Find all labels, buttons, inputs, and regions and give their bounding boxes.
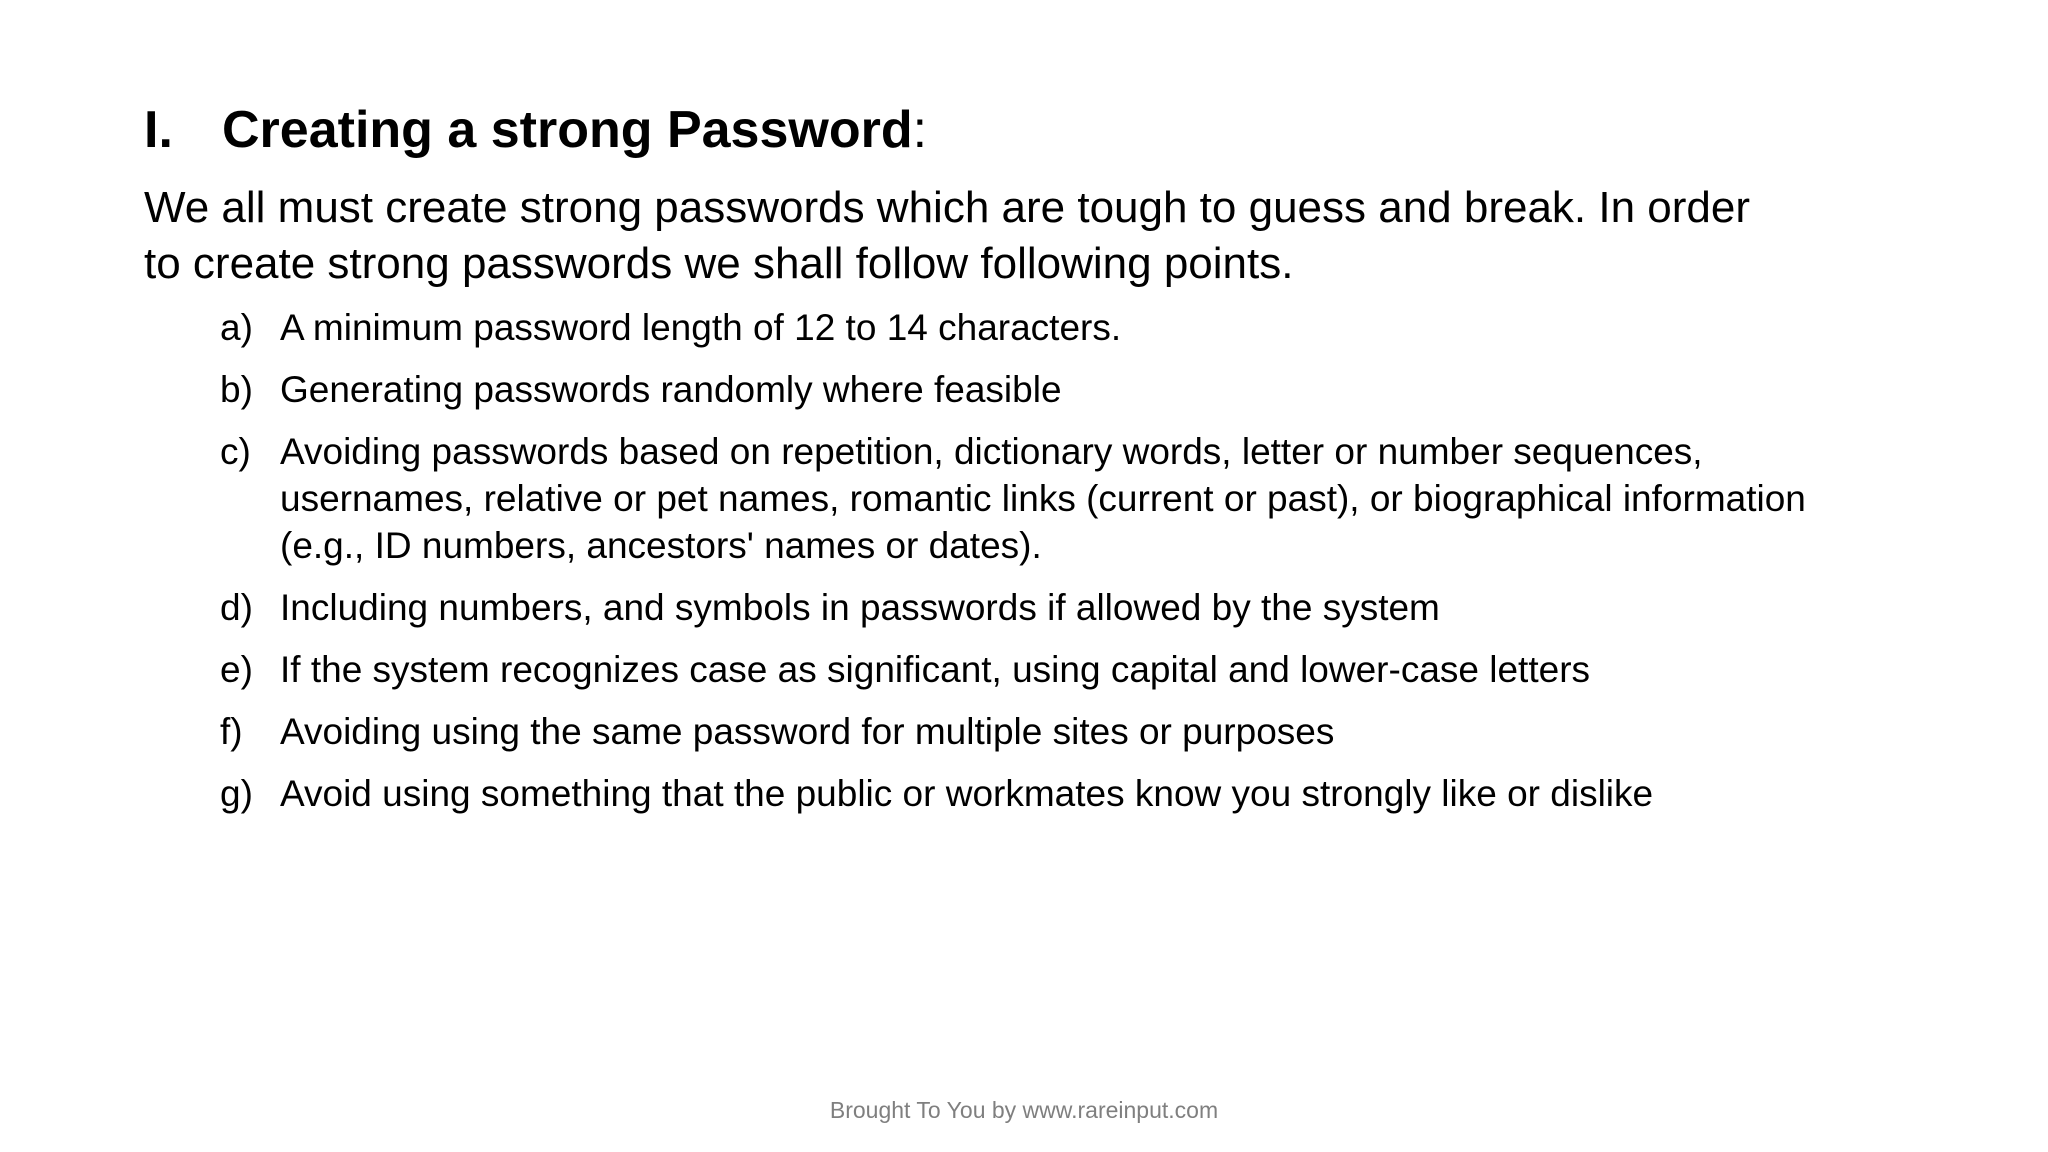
list-item (220, 366, 1820, 413)
list-marker: g) (220, 773, 253, 814)
intro-paragraph: We all must create strong passwords which are tough to guess and break. In order to create strong passwords we shall follow following points. (144, 183, 1751, 288)
slide-heading (144, 98, 927, 162)
list-item (220, 304, 1820, 351)
list-marker: e) (220, 649, 253, 690)
list-marker: c) (220, 431, 251, 472)
list-item-text: Including numbers, and symbols in passwords if allowed by the system (280, 587, 1440, 628)
heading-numeral: I. (144, 101, 173, 159)
list-item-text: Generating passwords randomly where feasible (280, 369, 1062, 410)
list-item (220, 708, 1820, 755)
heading-title: Creating a strong Password (222, 101, 913, 159)
list-item-text: Avoiding passwords based on repetition, dictionary words, letter or number sequences, usernames, relative or pet names, romantic links (current or past), or biographical information (e.g., ID numbers, ancestors' names or dates). (280, 431, 1806, 566)
list-item (220, 428, 1820, 569)
list-marker: d) (220, 587, 253, 628)
list-item-text: Avoiding using the same password for multiple sites or purposes (280, 711, 1335, 752)
heading-suffix: : (912, 101, 928, 159)
list-item-text: A minimum password length of 12 to 14 characters. (280, 307, 1122, 348)
password-tips-list (220, 304, 1820, 832)
list-item-text: If the system recognizes case as significant, using capital and lower-case letters (280, 649, 1591, 690)
footer-credit: Brought To You by www.rareinput.com (829, 1097, 1219, 1123)
list-marker: f) (220, 711, 243, 752)
list-marker: b) (220, 369, 253, 410)
list-item (220, 584, 1820, 631)
list-item-text: Avoid using something that the public or workmates know you strongly like or dislike (280, 773, 1654, 814)
list-marker: a) (220, 307, 253, 348)
list-item (220, 646, 1820, 693)
list-item (220, 770, 1820, 817)
